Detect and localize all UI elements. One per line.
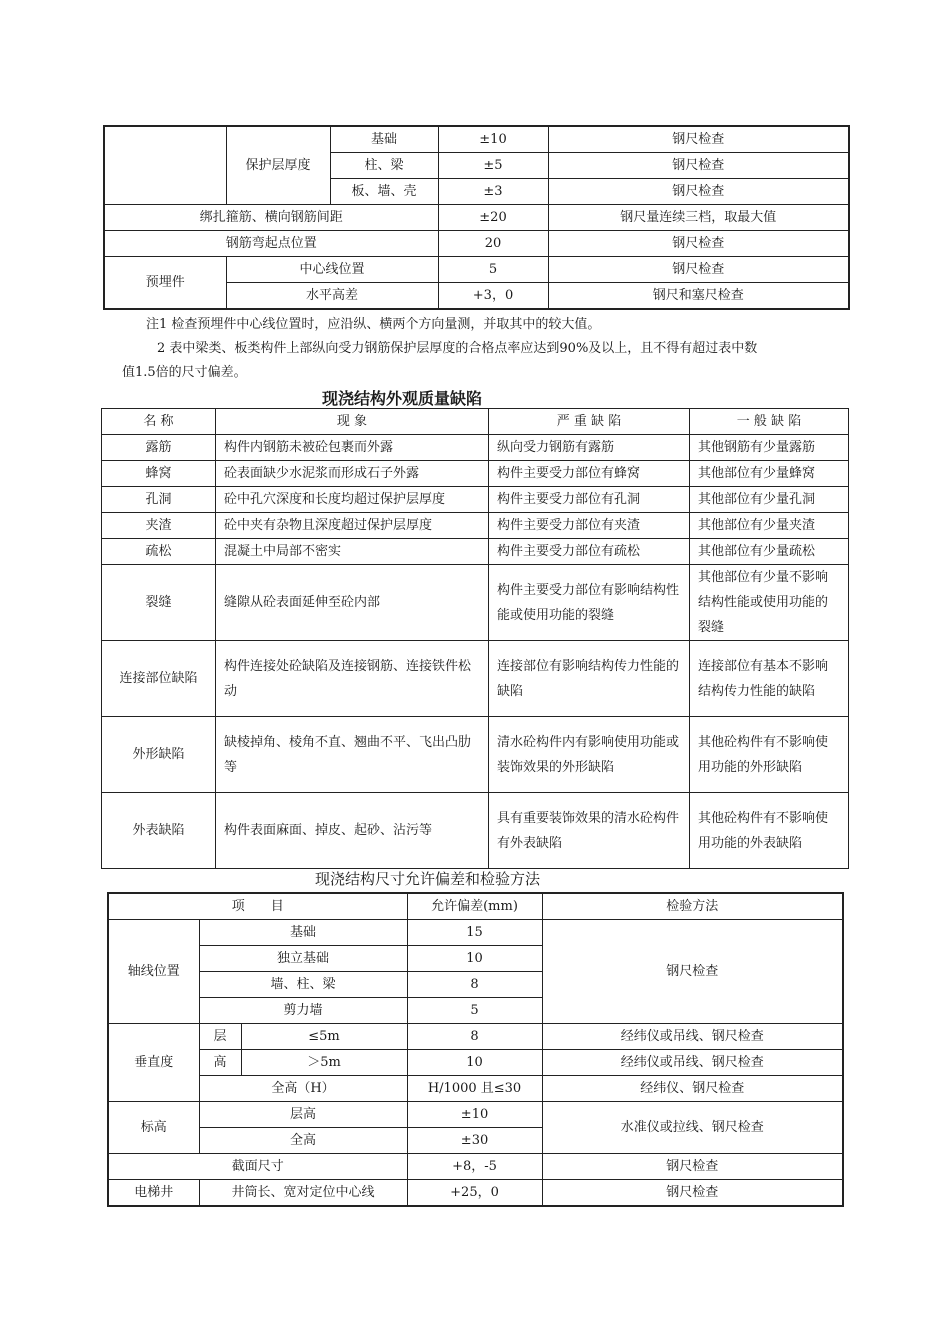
cell: 清水砼构件内有影响使用功能或装饰效果的外形缺陷 <box>489 717 690 793</box>
cell: 20 <box>438 231 548 257</box>
defect-name: 夹渣 <box>102 513 216 539</box>
table-row <box>104 257 849 283</box>
dims-title: 现浇结构尺寸允许偏差和检验方法 <box>315 870 541 888</box>
cell: +3，0 <box>438 283 548 310</box>
column-header: 严 重 缺 陷 <box>489 409 690 435</box>
cell: 8 <box>407 1024 542 1050</box>
table-row <box>102 461 849 487</box>
elev-label: 标高 <box>108 1102 199 1154</box>
cell: 井筒长、宽对定位中心线 <box>199 1180 407 1207</box>
cell: 独立基础 <box>199 946 407 972</box>
table-row <box>108 920 843 946</box>
column-header: 名 称 <box>102 409 216 435</box>
cell: 层高 <box>199 1102 407 1128</box>
defect-name: 疏松 <box>102 539 216 565</box>
defect-name: 露筋 <box>102 435 216 461</box>
elevator-label: 电梯井 <box>108 1180 199 1207</box>
defects-table <box>101 408 849 869</box>
cell: 经纬仪或吊线、钢尺检查 <box>542 1024 843 1050</box>
table-row <box>102 435 849 461</box>
cell: 连接部位有影响结构传力性能的缺陷 <box>489 641 690 717</box>
cover-label: 保护层厚度 <box>226 126 330 205</box>
cell: 10 <box>407 946 542 972</box>
table-row <box>108 1180 843 1207</box>
cell: 钢筋弯起点位置 <box>104 231 438 257</box>
table-row <box>108 1024 843 1050</box>
cell: H/1000 且≤30 <box>407 1076 542 1102</box>
column-header: 检验方法 <box>542 893 843 920</box>
column-header: 一 般 缺 陷 <box>690 409 849 435</box>
cell: +25，0 <box>407 1180 542 1207</box>
cell: 砼表面缺少水泥浆而形成石子外露 <box>216 461 489 487</box>
table-row <box>102 539 849 565</box>
cell: 钢尺检查 <box>548 179 849 205</box>
cell: 连接部位有基本不影响结构传力性能的缺陷 <box>690 641 849 717</box>
cell: 层 <box>199 1024 241 1050</box>
table-row <box>108 1154 843 1180</box>
cell: 10 <box>407 1050 542 1076</box>
cell: 具有重要装饰效果的清水砼构件有外表缺陷 <box>489 793 690 869</box>
cell: 构件主要受力部位有蜂窝 <box>489 461 690 487</box>
cell: 钢尺检查 <box>548 126 849 153</box>
table-row <box>104 231 849 257</box>
cell: 截面尺寸 <box>108 1154 407 1180</box>
cell: 经纬仪或吊线、钢尺检查 <box>542 1050 843 1076</box>
cell: 其他部位有少量孔洞 <box>690 487 849 513</box>
note-2: 2 表中梁类、板类构件上部纵向受力钢筋保护层厚度的合格点率应达到90%及以上，且不得有超过表中数 <box>157 341 758 356</box>
cell: 基础 <box>330 126 438 153</box>
cell: 砼中夹有杂物且深度超过保护层厚度 <box>216 513 489 539</box>
defect-name: 蜂窝 <box>102 461 216 487</box>
defect-name: 裂缝 <box>102 565 216 641</box>
cell: 钢尺检查 <box>542 1180 843 1207</box>
cell: 经纬仪、钢尺检查 <box>542 1076 843 1102</box>
table-row <box>102 641 849 717</box>
cell: 其他部位有少量疏松 <box>690 539 849 565</box>
cell: 其他部位有少量不影响结构性能或使用功能的裂缝 <box>690 565 849 641</box>
cell: ±20 <box>438 205 548 231</box>
cell: 构件内钢筋未被砼包裹而外露 <box>216 435 489 461</box>
defect-name: 外形缺陷 <box>102 717 216 793</box>
cell: 高 <box>199 1050 241 1076</box>
table-row <box>108 1050 843 1076</box>
cell: 全高 <box>199 1128 407 1154</box>
cell: 混凝土中局部不密实 <box>216 539 489 565</box>
dims-table <box>107 892 844 1207</box>
cell: 柱、梁 <box>330 153 438 179</box>
table-row <box>104 126 849 153</box>
cell: 钢尺检查 <box>548 153 849 179</box>
cell: 其他砼构件有不影响使用功能的外表缺陷 <box>690 793 849 869</box>
cell: 剪力墙 <box>199 998 407 1024</box>
column-header: 项 目 <box>108 893 407 920</box>
cell: ±10 <box>407 1102 542 1128</box>
table-row <box>108 1076 843 1102</box>
cell: 缝隙从砼表面延伸至砼内部 <box>216 565 489 641</box>
table-row <box>102 487 849 513</box>
table-header-row <box>102 409 849 435</box>
note-1: 注1 检查预埋件中心线位置时，应沿纵、横两个方向量测，并取其中的较大值。 <box>146 317 601 332</box>
cell: 15 <box>407 920 542 946</box>
cell: 钢尺和塞尺检查 <box>548 283 849 310</box>
table-row <box>108 1102 843 1128</box>
table-row <box>102 565 849 641</box>
cell: ≤5m <box>241 1024 407 1050</box>
table-header-row <box>108 893 843 920</box>
cell: ±10 <box>438 126 548 153</box>
cell: ±3 <box>438 179 548 205</box>
column-header: 现 象 <box>216 409 489 435</box>
rebar-tolerance-table <box>103 125 850 310</box>
cell: 5 <box>438 257 548 283</box>
table-row <box>104 205 849 231</box>
cell: 钢尺检查 <box>548 257 849 283</box>
cell: 8 <box>407 972 542 998</box>
defect-name: 连接部位缺陷 <box>102 641 216 717</box>
cell: 5 <box>407 998 542 1024</box>
cell: 全高（H） <box>199 1076 407 1102</box>
defect-name: 外表缺陷 <box>102 793 216 869</box>
cell: 构件主要受力部位有疏松 <box>489 539 690 565</box>
cell: 其他部位有少量蜂窝 <box>690 461 849 487</box>
defect-name: 孔洞 <box>102 487 216 513</box>
vert-label: 垂直度 <box>108 1024 199 1102</box>
cell: ±30 <box>407 1128 542 1154</box>
cell: ＞5m <box>241 1050 407 1076</box>
cell: 钢尺检查 <box>548 231 849 257</box>
cell: 其他砼构件有不影响使用功能的外形缺陷 <box>690 717 849 793</box>
cell: 构件主要受力部位有夹渣 <box>489 513 690 539</box>
cell: 构件连接处砼缺陷及连接钢筋、连接铁件松动 <box>216 641 489 717</box>
cell: 构件主要受力部位有影响结构性能或使用功能的裂缝 <box>489 565 690 641</box>
table-row <box>102 513 849 539</box>
cell: 缺棱掉角、棱角不直、翘曲不平、飞出凸肋等 <box>216 717 489 793</box>
cell: 其他部位有少量夹渣 <box>690 513 849 539</box>
table-row <box>102 717 849 793</box>
cell: 墙、柱、梁 <box>199 972 407 998</box>
cell: 砼中孔穴深度和长度均超过保护层厚度 <box>216 487 489 513</box>
cell: 水平高差 <box>226 283 438 310</box>
cell: 板、墙、壳 <box>330 179 438 205</box>
note-2-cont: 值1.5倍的尺寸偏差。 <box>122 365 247 380</box>
column-header: 允许偏差(mm) <box>407 893 542 920</box>
empty-cell <box>104 126 226 205</box>
cell: 构件表面麻面、掉皮、起砂、沾污等 <box>216 793 489 869</box>
cell: 钢尺检查 <box>542 1154 843 1180</box>
cell: ±5 <box>438 153 548 179</box>
cell: 绑扎箍筋、横向钢筋间距 <box>104 205 438 231</box>
axis-label: 轴线位置 <box>108 920 199 1024</box>
cell: +8，-5 <box>407 1154 542 1180</box>
table-row <box>102 793 849 869</box>
cell: 其他钢筋有少量露筋 <box>690 435 849 461</box>
cell: 钢尺检查 <box>542 920 843 1024</box>
cell: 纵向受力钢筋有露筋 <box>489 435 690 461</box>
cell: 构件主要受力部位有孔洞 <box>489 487 690 513</box>
cell: 中心线位置 <box>226 257 438 283</box>
embed-label: 预埋件 <box>104 257 226 310</box>
defects-title: 现浇结构外观质量缺陷 <box>322 389 483 408</box>
cell: 钢尺量连续三档，取最大值 <box>548 205 849 231</box>
cell: 基础 <box>199 920 407 946</box>
cell: 水准仪或拉线、钢尺检查 <box>542 1102 843 1154</box>
